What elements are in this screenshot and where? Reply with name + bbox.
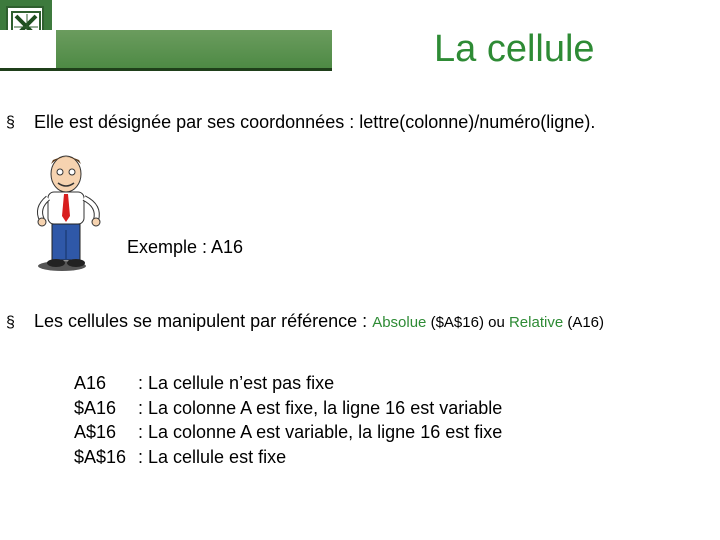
reference-description: : La colonne A est variable, la ligne 16 est fixe — [138, 422, 503, 442]
absolue-example: ($A$16) ou — [426, 314, 509, 331]
bullet-marker: § — [6, 314, 15, 331]
reference-row — [74, 420, 502, 445]
relative-example: (A16) — [563, 314, 605, 331]
example-text: Exemple : A16 — [127, 237, 244, 257]
reference-list — [74, 371, 502, 469]
bullet-2-text — [34, 311, 604, 332]
bullet-2-intro: Les cellules se manipulent par référence : — [34, 311, 373, 331]
reference-description: : La colonne A est fixe, la ligne 16 est variable — [138, 397, 503, 418]
relative-label: Relative — [508, 314, 564, 331]
header-bar — [0, 30, 332, 71]
reference-code: $A$16 — [74, 446, 127, 467]
reference-code: A$16 — [74, 422, 117, 442]
reference-row — [74, 371, 502, 396]
cartoon-man-illustration — [30, 150, 110, 272]
absolue-label: Absolue — [372, 314, 427, 331]
slide-title: La cellule — [434, 28, 595, 70]
reference-description: : La cellule est fixe — [138, 446, 287, 467]
reference-row — [74, 396, 502, 421]
bullet-marker: § — [6, 114, 15, 131]
reference-row — [74, 445, 502, 470]
reference-description: : La cellule n’est pas fixe — [138, 373, 335, 393]
reference-code: A16 — [74, 373, 107, 393]
reference-code: $A16 — [74, 397, 117, 418]
bullet-1-text: Elle est désignée par ses coordonnées : lettre(colonne)/numéro(ligne). — [34, 112, 596, 132]
